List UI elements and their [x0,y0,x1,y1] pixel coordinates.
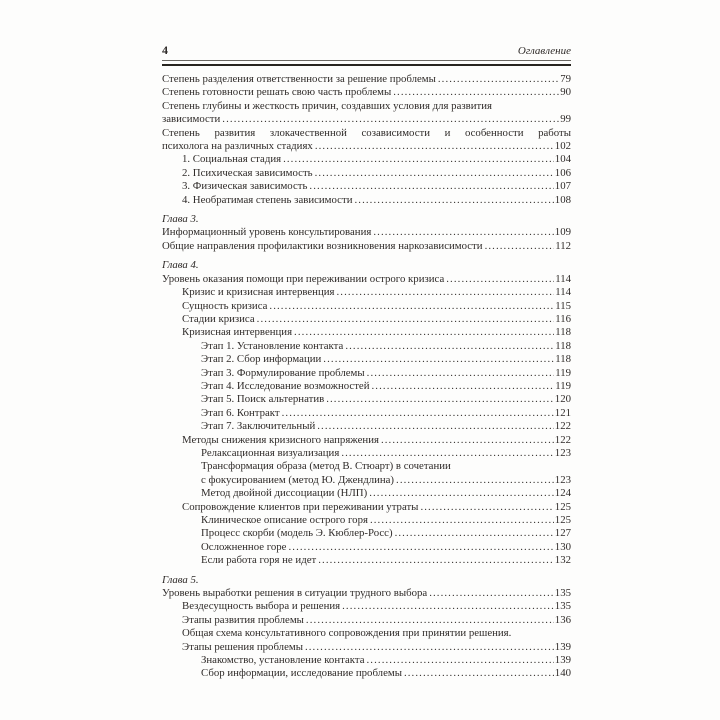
toc-entry-text: Уровень оказания помощи при переживании острого кризиса [162,272,445,285]
toc-entry-text: зависимости [162,113,221,126]
toc-page-number: 114 [555,286,571,299]
toc-row [162,194,571,207]
toc-entry-text: Этап 4. Исследование возможностей [201,379,370,392]
toc-page-number: 130 [554,540,571,553]
toc-entry-text: Степень разделения ответственности за решение проблемы [162,73,436,85]
toc-entry-text: Информационный уровень консультирования [162,226,372,239]
dot-leader [345,340,554,353]
dot-leader [393,86,559,99]
toc-page-number: 108 [554,193,571,206]
toc-entry-text: Осложненное горе [201,540,287,553]
toc-entry-text: Этап 5. Поиск альтернатив [201,393,325,406]
page-content [162,44,571,681]
toc-entry-text: Кризисная интервенция [182,326,293,339]
dot-leader [373,226,553,239]
toc-row [162,407,571,420]
toc-row [162,86,571,99]
toc-page-number: 115 [555,299,571,312]
toc-row [162,627,571,640]
toc-page-number: 114 [555,272,571,285]
toc-entry-text: Сопровождение клиентов при переживании утраты [182,500,419,513]
toc-row [162,340,571,353]
dot-leader [318,554,554,567]
toc-page-number: 135 [554,600,571,613]
toc-page-number: 106 [554,166,571,179]
dot-leader [317,420,554,433]
toc-row [162,447,571,460]
dot-leader [429,587,554,600]
toc-row [162,393,571,406]
toc-row [162,286,571,299]
toc-entry-text: 3. Физическая зависимость [182,180,308,193]
toc-chapter-row [162,213,571,226]
toc-entry-text: Кризис и кризисная интервенция [182,286,335,299]
dot-leader [396,474,554,487]
toc-page-number: 107 [554,180,571,193]
dot-leader [341,447,553,460]
toc-row [162,127,571,140]
toc-entry-text: Этап 6. Контракт [201,406,280,419]
dot-leader [395,527,554,540]
toc-page-number: 139 [554,640,571,653]
toc-row [162,420,571,433]
toc-page-number: 123 [554,473,571,486]
dot-leader [283,153,554,166]
toc-row [162,501,571,514]
toc-page-number: 79 [560,73,571,85]
toc-page-number: 140 [554,667,571,680]
dot-leader [336,286,554,299]
toc-row [162,367,571,380]
dot-leader [288,541,553,554]
dot-leader [342,600,554,613]
header-rule [162,64,571,66]
dot-leader [370,514,554,527]
toc-row [162,554,571,567]
toc-page-number: 125 [554,500,571,513]
toc-page-number: 102 [554,140,571,153]
toc-entry-text: Методы снижения кризисного напряжения [182,433,379,446]
toc-entry-text: Глава 3. [162,213,199,226]
toc-row [162,641,571,654]
dot-leader [354,194,553,207]
toc-entry-text: Этап 1. Установление контакта [201,339,344,352]
dot-leader [372,380,555,393]
toc-page-number: 104 [554,153,571,166]
dot-leader [367,367,555,380]
toc-entry-text: Уровень выработки решения в ситуации трудного выбора [162,587,428,600]
toc-row [162,300,571,313]
toc-page-number: 120 [554,393,571,406]
dot-leader [485,240,555,253]
toc-entry-text: Этап 2. Сбор информации [201,353,322,366]
toc-page-number: 123 [554,446,571,459]
toc-page-number: 124 [554,487,571,500]
toc-page-number: 136 [554,613,571,626]
toc-row [162,380,571,393]
toc-row [162,326,571,339]
toc-page-number: 125 [554,514,571,526]
toc-entry-text: Этап 3. Формулирование проблемы [201,366,365,379]
page-header [162,44,571,61]
toc-chapter-row [162,259,571,272]
toc-entry-text: Этапы развития проблемы [182,613,304,626]
dot-leader [446,273,554,286]
dot-leader [326,393,554,406]
dot-leader [269,300,554,313]
toc-page-number: 121 [554,406,571,419]
toc-entry-text: 2. Психическая зависимость [182,166,313,179]
dot-leader [369,487,554,500]
toc-page-number: 127 [554,527,571,540]
toc-entry-text: Этапы решения проблемы [182,640,303,653]
toc-row [162,667,571,680]
toc-page-number: 116 [555,312,571,325]
toc-row [162,313,571,326]
toc-row [162,353,571,366]
toc-chapter-row [162,574,571,587]
toc-page-number: 118 [555,339,571,352]
dot-leader [282,407,554,420]
toc-row [162,460,571,473]
dot-leader [367,654,554,667]
dot-leader [381,434,554,447]
toc-list [162,73,571,681]
toc-row [162,600,571,613]
dot-leader [438,73,559,86]
toc-row [162,180,571,193]
toc-entry-text: Стадии кризиса [182,312,255,325]
toc-entry-text: Глава 5. [162,573,199,586]
dot-leader [305,641,554,654]
dot-leader [420,501,553,514]
toc-page-number: 109 [554,226,571,239]
toc-entry-text: Степень глубины и жесткость причин, создавших условия для развития [162,99,492,112]
toc-entry-text: 4. Необратимая степень зависимости [182,193,353,206]
dot-leader [306,614,554,627]
toc-row [162,273,571,286]
toc-row [162,541,571,554]
dot-leader [315,167,554,180]
toc-entry-text: Степень готовности решать свою часть проблемы [162,86,392,99]
toc-row [162,73,571,86]
toc-row [162,226,571,239]
toc-entry-text: Метод двойной диссоциации (НЛП) [201,487,368,500]
toc-row [162,100,571,113]
dot-leader [222,113,559,126]
toc-entry-text: Процесс скорби (модель Э. Кюблер-Росс) [201,527,393,540]
toc-row [162,240,571,253]
toc-entry-text: 1. Социальная стадия [182,153,282,166]
toc-row [162,587,571,600]
toc-entry-text: Если работа горя не идет [201,554,317,567]
toc-entry-text: Этап 7. Заключительный [201,420,316,433]
toc-row [162,474,571,487]
toc-page-number: 118 [555,326,571,339]
toc-entry-text: с фокусированием (метод Ю. Джендлина) [201,473,395,486]
toc-entry-text: Релаксационная визуализация [201,446,340,459]
page-number: 4 [162,43,168,57]
header-title: Оглавление [517,45,571,57]
toc-page-number: 119 [555,379,571,392]
toc-row [162,614,571,627]
toc-page-number: 99 [560,113,571,126]
toc-row [162,514,571,527]
toc-row [162,527,571,540]
toc-row [162,487,571,500]
toc-entry-text: Степень развития злокачественной созависимости и особенности работы [162,126,571,139]
toc-row [162,153,571,166]
dot-leader [315,140,554,153]
dot-leader [323,353,554,366]
toc-entry-text: Сбор информации, исследование проблемы [201,667,402,680]
toc-entry-text: психолога на различных стадиях [162,140,313,153]
toc-entry-text: Знакомство, установление контакта [201,654,365,667]
toc-entry-text: Общие направления профилактики возникновения наркозависимости [162,239,483,252]
toc-page-number: 122 [554,433,571,446]
dot-leader [294,326,554,339]
dot-leader [309,180,553,193]
toc-page-number: 118 [555,353,571,366]
dot-leader [404,667,554,680]
toc-page-number: 139 [554,654,571,667]
toc-entry-text: Трансформация образа (метод В. Стюарт) в сочетании [201,460,451,473]
toc-entry-text: Клиническое описание острого горя [201,514,368,526]
toc-row [162,434,571,447]
toc-page-number: 135 [554,587,571,600]
toc-row [162,654,571,667]
toc-row [162,167,571,180]
toc-page-number: 112 [555,239,571,252]
toc-entry-text: Вездесущность выбора и решения [182,600,341,613]
toc-row [162,113,571,126]
toc-entry-text: Сущность кризиса [182,299,268,312]
toc-page-number: 90 [560,86,571,99]
toc-entry-text: Общая схема консультативного сопровождения при принятии решения. [182,627,512,640]
toc-page-number: 119 [555,366,571,379]
toc-page-number: 132 [554,554,571,567]
dot-leader [257,313,555,326]
toc-page-number: 122 [554,420,571,433]
toc-row [162,140,571,153]
toc-entry-text: Глава 4. [162,259,199,272]
